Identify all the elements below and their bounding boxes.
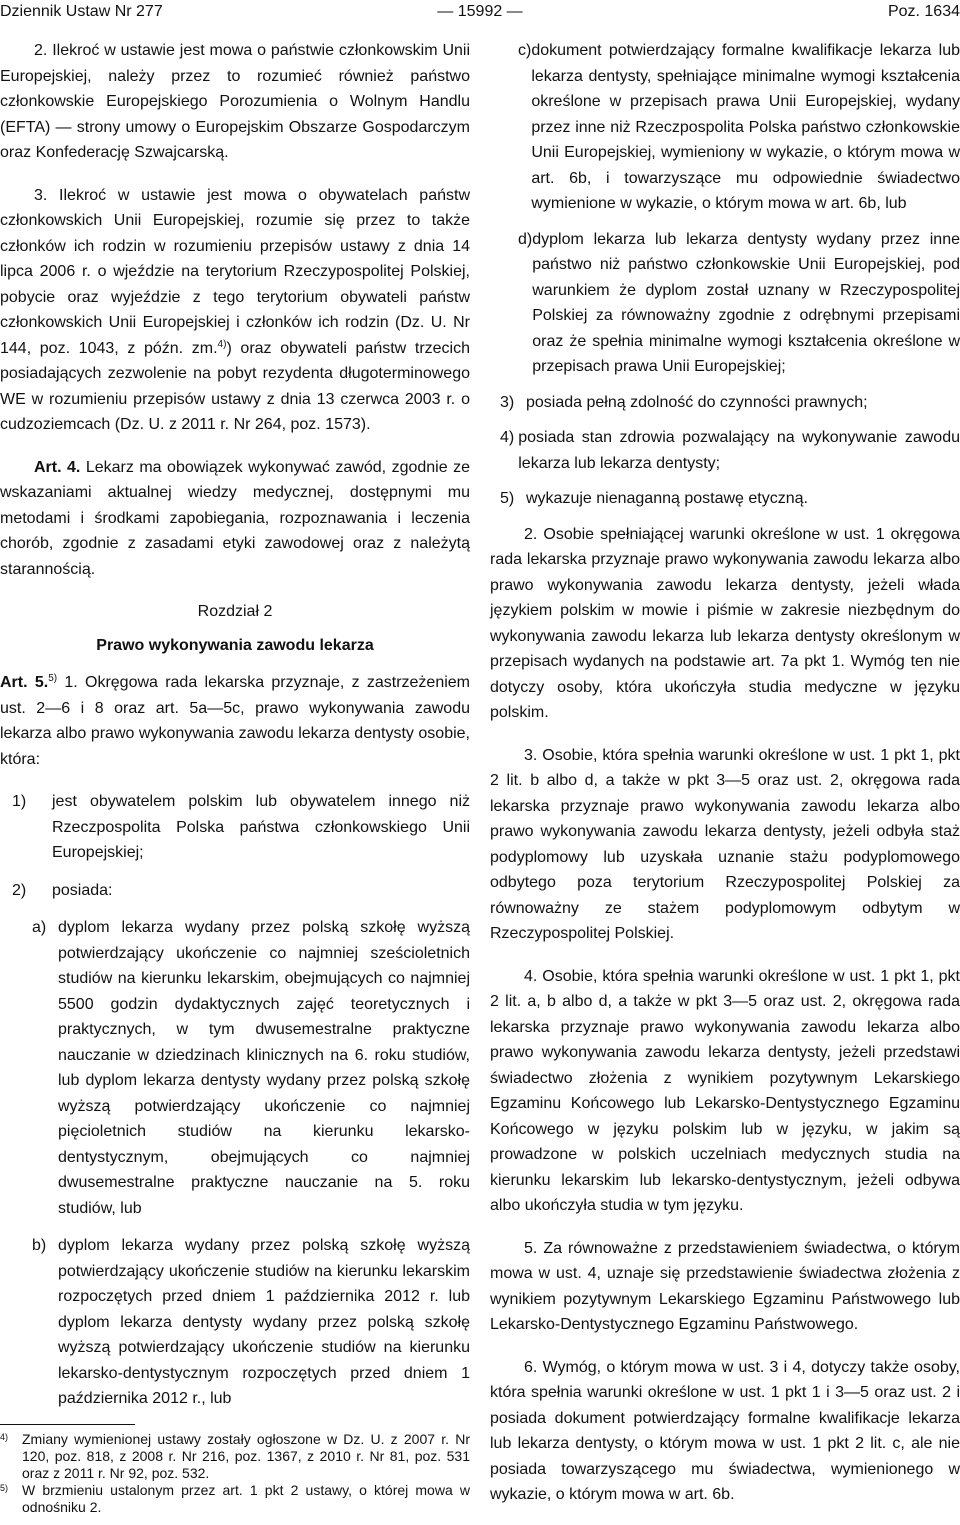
list-item-text: wykazuje nienaganną postawę etyczną. (526, 490, 808, 507)
paragraph-ust-2: 2. Osobie spełniającej warunki określone w ust. 1 okręgowa rada lekarska przyznaje prawo wykonywania zawodu lekarza albo prawo wykonywania zawodu lekarza dentysty, jeżeli włada językiem polskim w mowie i piśmie w zakresie niezbędnym do wykonywania zawodu lekarza lub lekarza dentysty określonym w przepisach wydanych na podstawie art. 7a pkt 1. Wymóg ten nie dotyczy osoby, która ukończyła studia medyczne w języku polskim. (490, 525, 960, 721)
paragraph-3 (0, 183, 470, 438)
footnote-number: 5) (0, 1482, 9, 1493)
article-5-text: 1. Okręgowa rada lekarska przyznaje, z zastrzeżeniem ust. 2—6 i 8 oraz art. 5a—5c, prawo wykonywania zawodu lekarza albo prawo wykonywania zawodu lekarza dentysty osobie, która: (0, 674, 470, 768)
page-header (0, 0, 960, 30)
sub-list-item (490, 227, 960, 380)
position-number: Poz. 1634 (887, 3, 960, 20)
list-item-number: 5) (500, 490, 515, 507)
paragraph-3-text-b: ) oraz obywateli państw trzecich posiadających zezwolenie na pobyt rezydenta długoterminowego WE w rozumieniu przepisów ustawy z dnia 13 czerwca 2003 r. o cudzoziemcach (Dz. U. z 2011 r. Nr 264, poz. 1573). (0, 339, 470, 433)
sub-list-item-text: dyplom lekarza wydany przez polską szkołę wyższą potwierdzający ukończenie studiów na kierunku lekarskim rozpoczętych przed dniem 1 października 2012 r. lub dyplom lekarza dentysty wydany przez polską szkołę wyższą potwierdzający ukończenie studiów na kierunku lekarsko-dentystycznym rozpoczętych przed dniem 1 października 2012 r., lub (58, 1237, 470, 1407)
list-item-text: posiada: (52, 881, 113, 899)
sub-list-item-text: dyplom lekarza wydany przez polską szkołę wyższą potwierdzający ukończenie co najmniej sześcioletnich studiów na kierunku lekarskim, obejmujących co najmniej 5500 godzin dydaktycznych zajęć teoretycznych i praktycznych, w tym dwusemestralne praktyczne nauczanie w dziedzinach klinicznych na 6. roku studiów, lub dyplom lekarza dentysty wydany przez polską szkołę wyższą potwierdzający ukończenie co najmniej pięcioletnich studiów na kierunku lekarsko-dentystycznym, obejmujących co najmniej dwusemestralne praktyczne nauczanie na 5. roku studiów, lub (58, 919, 470, 1217)
paragraph-ust-3: 3. Osobie, która spełnia warunki określone w ust. 1 pkt 1, pkt 2 lit. b albo d, a także w pkt 3—5 oraz ust. 2, okręgowa rada lekarska przyznaje prawo wykonywania zawodu lekarza albo prawo wykonywania zawodu lekarza dentysty, jeżeli odbyła staż podyplomowy lub uzyskała uznanie stażu podyplomowego odbytego poza terytorium Rzeczypospolitej Polskiej za równoważny ze stażem podyplomowym odbytym w Rzeczypospolitej Polskiej. (490, 746, 960, 942)
journal-name: Dziennik Ustaw Nr 277 (0, 3, 163, 20)
list-item (0, 789, 470, 866)
article-4 (0, 455, 470, 583)
footnote-number: 4) (0, 1431, 9, 1442)
list-item-text: posiada pełną zdolność do czynności prawnych; (526, 393, 868, 411)
list-item-text: posiada stan zdrowia pozwalający na wykonywanie zawodu lekarza lub lekarza dentysty; (518, 429, 960, 472)
article-5 (0, 670, 470, 772)
chapter-number: Rozdział 2 (197, 603, 273, 620)
footnote-ref-5: 5) (48, 673, 58, 684)
sub-list-item-letter: a) (32, 919, 47, 936)
list-item-number: 2) (12, 881, 27, 899)
footnote-5 (0, 1482, 470, 1516)
chapter-title: Prawo wykonywania zawodu lekarza (96, 636, 374, 654)
list-item (490, 486, 960, 512)
paragraph-2: 2. Ilekroć w ustawie jest mowa o państwie członkowskim Unii Europejskiej, należy przez to rozumieć również państwo członkowskie Europejskiego Porozumienia o Wolnym Handlu (EFTA) — strony umowy o Europejskim Obszarze Gospodarczym oraz Konfederację Szwajcarską. (0, 42, 470, 161)
list-item (490, 390, 960, 416)
article-5-label: Art. 5. (0, 674, 49, 691)
footnote-text: W brzmieniu ustalonym przez art. 1 pkt 2 ustawy, o której mowa w odnośniku 2. (22, 1481, 470, 1515)
footnote-4 (0, 1431, 470, 1482)
list-item-number: 1) (12, 793, 27, 810)
sub-list-item-letter: d) (518, 230, 533, 248)
sub-list-item-letter: b) (32, 1237, 47, 1254)
list-item-text: jest obywatelem polskim lub obywatelem innego niż Rzeczpospolita Polska państwa członkowskiego Unii Europejskiej; (52, 793, 470, 861)
list-item (0, 878, 470, 904)
paragraph-ust-6: 6. Wymóg, o którym mowa w ust. 3 i 4, dotyczy także osoby, która spełnia warunki określone w ust. 1 pkt 1 i 3—5 oraz ust. 2 i posiada dokument potwierdzający formalne kwalifikacje lekarza lub lekarza dentysty, o którym mowa w ust. 1 pkt 2 lit. c, ale nie posiada towarzyszącego mu świadectwa, wymienionego w wykazie, o którym mowa w art. 6b. (490, 1358, 960, 1503)
sub-list-item (0, 1233, 470, 1412)
sub-list-item-text: dyplom lekarza lub lekarza dentysty wydany przez inne państwo niż państwo członkowskie Unii Europejskiej, pod warunkiem że dyplom został uznany w Rzeczypospolitej Polskiej za równoważny zgodnie z odrębnymi przepisami oraz że spełnia minimalne wymogi kształcenia określone w przepisach prawa Unii Europejskiej; (532, 230, 960, 375)
list-item (490, 425, 960, 476)
sub-list-item (0, 915, 470, 1221)
sub-list-item (490, 38, 960, 217)
left-column (0, 38, 470, 1516)
article-4-label: Art. 4. (34, 458, 81, 476)
page-number: — 15992 — (437, 3, 523, 20)
sub-list-item-letter: c) (518, 42, 532, 59)
sub-list-item-text: dokument potwierdzający formalne kwalifikacje lekarza lub lekarza dentysty, spełniające minimalne wymogi kształcenia określone w przepisach prawa Unii Europejskiej, wydany przez inne niż Rzeczpospolita Polska państwo członkowskie Unii Europejskiej, wymieniony w wykazie, o którym mowa w art. 6b, i towarzyszące mu odpowiednie świadectwo wymienione w wykazie, o którym mowa w art. 6b, lub (531, 42, 960, 212)
paragraph-3-text-a: 3. Ilekroć w ustawie jest mowa o obywatelach państw członkowskich Unii Europejskiej, rozumie się przez to także członków ich rodzin w rozumieniu przepisów ustawy z dnia 14 lipca 2006 r. o wjeździe na terytorium Rzeczypospolitej Polskiej, pobycie oraz wyjeździe z tego terytorium obywateli państw członkowskich Unii Europejskiej i członków ich rodzin (Dz. U. Nr 144, poz. 1043, z późn. zm. (0, 186, 470, 357)
right-column (490, 38, 960, 1525)
article-4-text: Lekarz ma obowiązek wykonywać zawód, zgodnie ze wskazaniami aktualnej wiedzy medycznej, dostępnymi mu metodami i środkami zapobiegania, rozpoznawania i leczenia chorób, zgodnie z zasadami etyki zawodowej oraz z należytą starannością. (0, 458, 470, 578)
footnote-ref-4: 4) (217, 338, 227, 350)
paragraph-ust-4: 4. Osobie, która spełnia warunki określone w ust. 1 pkt 1, pkt 2 lit. a, b albo d, a także w pkt 3—5 oraz ust. 2, okręgowa rada lekarska przyznaje prawo wykonywania zawodu lekarza albo prawo wykonywania zawodu lekarza dentysty, jeżeli przedstawi świadectwo złożenia z wynikiem pozytywnym Lekarskiego Egzaminu Końcowego lub Lekarsko-Dentystycznego Egzaminu Końcowego w języku polskim lub w języku, w jakim są prowadzone w polskich uczelniach medycznych studia na kierunku lekarskim lub lekarsko-dentystycznym, jeżeli odbywa albo ukończyła studia w tym języku. (490, 967, 960, 1214)
list-item-number: 4) (500, 429, 515, 446)
paragraph-ust-5: 5. Za równoważne z przedstawieniem świadectwa, o którym mowa w ust. 4, uznaje się przedstawienie świadectwa złożenia z wynikiem pozytywnym Lekarskiego Egzaminu Państwowego lub Lekarsko-Dentystycznego Egzaminu Państwowego. (490, 1239, 960, 1333)
list-item-number: 3) (500, 393, 515, 411)
footnote-text: Zmiany wymienionej ustawy zostały ogłoszone w Dz. U. z 2007 r. Nr 120, poz. 818, z 2008 r. Nr 216, poz. 1367, z 2010 r. Nr 81, poz. 531 oraz z 2011 r. Nr 92, poz. 532. (22, 1430, 470, 1481)
footnote-divider (0, 1424, 135, 1425)
